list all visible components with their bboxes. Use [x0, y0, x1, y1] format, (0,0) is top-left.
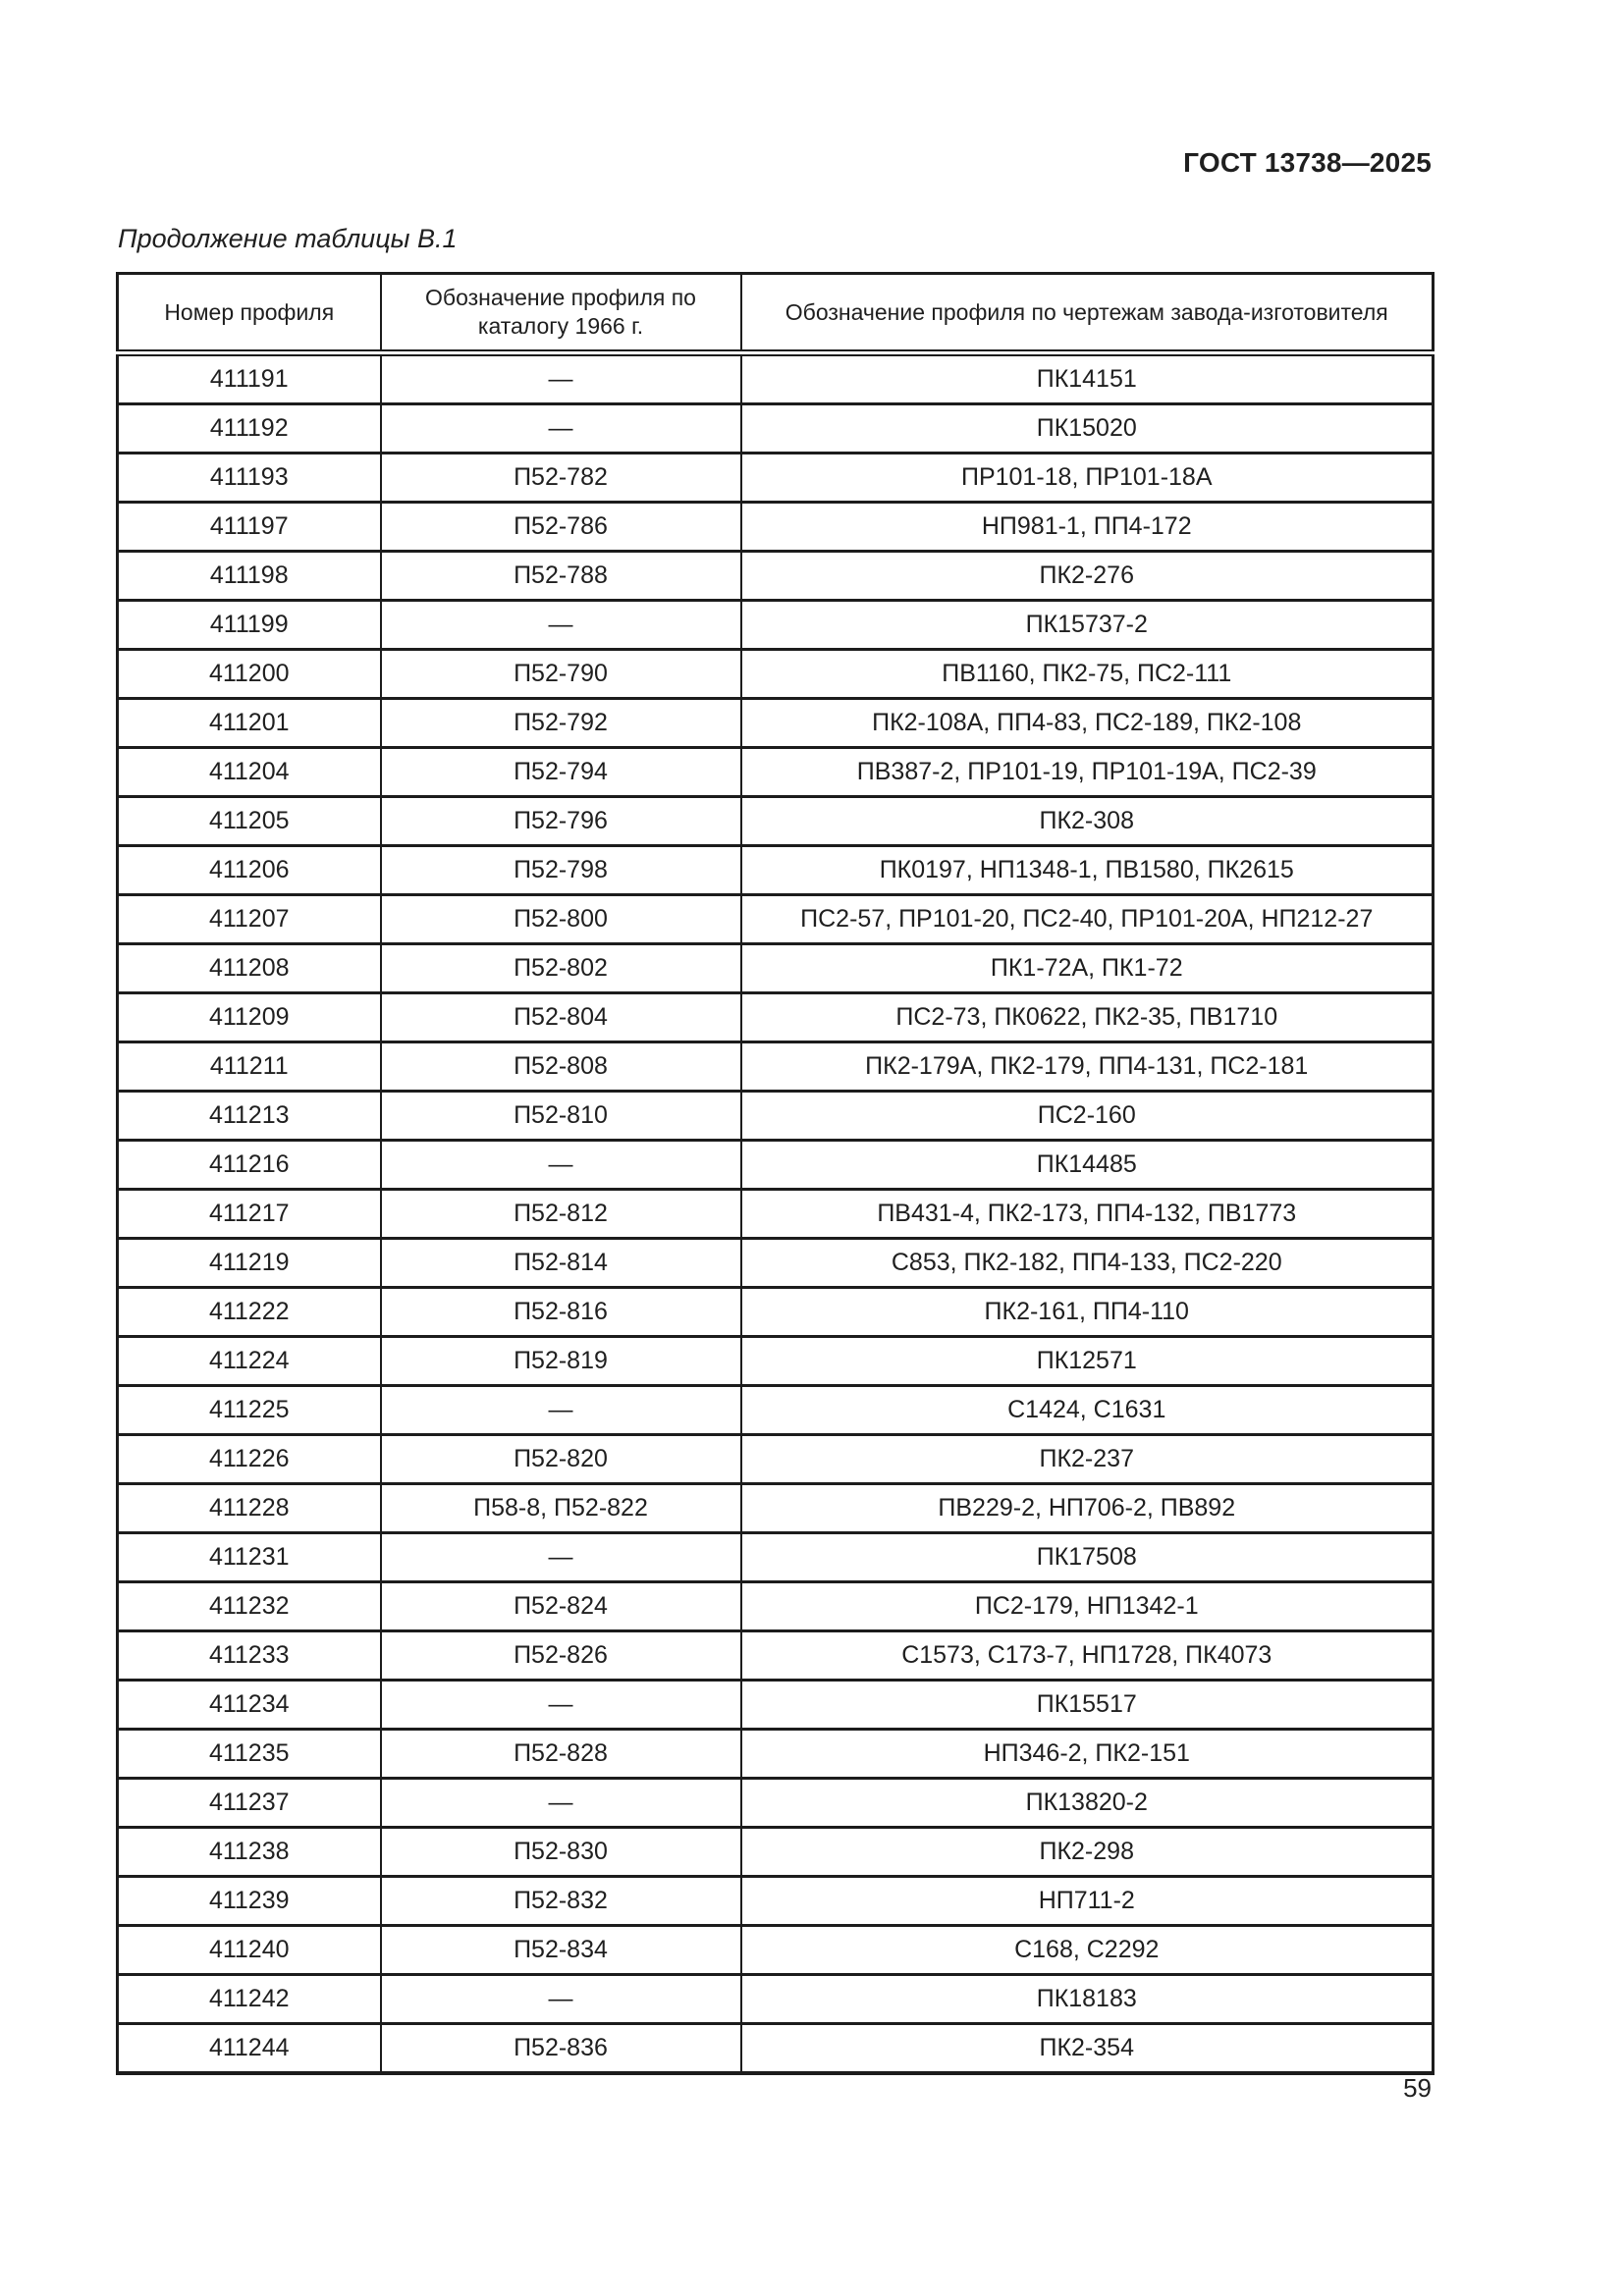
factory-drawing-cell: ПР101-18, ПР101-18А	[741, 454, 1434, 503]
factory-drawing-cell: ПК2-298	[741, 1828, 1434, 1877]
catalog-1966-cell: —	[381, 1386, 741, 1435]
table-row	[118, 748, 1434, 797]
factory-drawing-cell: ПВ387-2, ПР101-19, ПР101-19А, ПС2-39	[741, 748, 1434, 797]
profile-number-cell: 411206	[118, 846, 381, 895]
table-row	[118, 601, 1434, 650]
catalog-1966-cell: П52-824	[381, 1582, 741, 1631]
table-row	[118, 1681, 1434, 1730]
profile-number-cell: 411209	[118, 993, 381, 1042]
profile-number-cell: 411239	[118, 1877, 381, 1926]
factory-drawing-cell: ПК1-72А, ПК1-72	[741, 944, 1434, 993]
catalog-1966-cell: П52-826	[381, 1631, 741, 1681]
factory-drawing-cell: ПВ229-2, НП706-2, ПВ892	[741, 1484, 1434, 1533]
catalog-1966-cell: П52-832	[381, 1877, 741, 1926]
catalog-1966-cell: П52-788	[381, 552, 741, 601]
table-row	[118, 1730, 1434, 1779]
catalog-1966-cell: П58-8, П52-822	[381, 1484, 741, 1533]
catalog-1966-cell: —	[381, 1141, 741, 1190]
factory-drawing-cell: С1424, С1631	[741, 1386, 1434, 1435]
table-row	[118, 797, 1434, 846]
factory-drawing-cell: ПК2-354	[741, 2024, 1434, 2074]
catalog-1966-cell: П52-812	[381, 1190, 741, 1239]
table-row	[118, 2024, 1434, 2074]
catalog-1966-cell: П52-836	[381, 2024, 741, 2074]
factory-drawing-cell: ПС2-57, ПР101-20, ПС2-40, ПР101-20А, НП212-27	[741, 895, 1434, 944]
table-row	[118, 1926, 1434, 1975]
profile-number-cell: 411237	[118, 1779, 381, 1828]
table-row	[118, 1631, 1434, 1681]
factory-drawing-cell: ПК2-108А, ПП4-83, ПС2-189, ПК2-108	[741, 699, 1434, 748]
table-row	[118, 944, 1434, 993]
catalog-1966-cell: —	[381, 601, 741, 650]
table-row	[118, 503, 1434, 552]
table-row	[118, 1582, 1434, 1631]
table-row	[118, 1877, 1434, 1926]
profile-number-cell: 411235	[118, 1730, 381, 1779]
factory-drawing-cell: ПС2-179, НП1342-1	[741, 1582, 1434, 1631]
factory-drawing-cell: ПК2-179А, ПК2-179, ПП4-131, ПС2-181	[741, 1042, 1434, 1092]
catalog-1966-cell: П52-804	[381, 993, 741, 1042]
profile-number-cell: 411238	[118, 1828, 381, 1877]
factory-drawing-cell: С168, С2292	[741, 1926, 1434, 1975]
table-row	[118, 454, 1434, 503]
profile-number-cell: 411231	[118, 1533, 381, 1582]
catalog-1966-cell: —	[381, 404, 741, 454]
profile-number-cell: 411226	[118, 1435, 381, 1484]
profile-number-cell: 411213	[118, 1092, 381, 1141]
factory-drawing-cell: С1573, С173-7, НП1728, ПК4073	[741, 1631, 1434, 1681]
factory-drawing-cell: ПК14151	[741, 353, 1434, 404]
factory-drawing-cell: ПВ431-4, ПК2-173, ПП4-132, ПВ1773	[741, 1190, 1434, 1239]
table-row	[118, 1288, 1434, 1337]
factory-drawing-cell: ПК0197, НП1348-1, ПВ1580, ПК2615	[741, 846, 1434, 895]
profile-number-cell: 411207	[118, 895, 381, 944]
profile-table-body	[118, 353, 1434, 2074]
factory-drawing-cell: ПК2-237	[741, 1435, 1434, 1484]
factory-drawing-cell: ПК2-308	[741, 797, 1434, 846]
factory-drawing-cell: ПС2-160	[741, 1092, 1434, 1141]
factory-drawing-cell: ПК15737-2	[741, 601, 1434, 650]
catalog-1966-cell: П52-810	[381, 1092, 741, 1141]
factory-drawing-cell: НП346-2, ПК2-151	[741, 1730, 1434, 1779]
profile-number-cell: 411201	[118, 699, 381, 748]
table-row	[118, 846, 1434, 895]
table-row	[118, 1092, 1434, 1141]
catalog-1966-cell: П52-792	[381, 699, 741, 748]
catalog-1966-cell: —	[381, 1779, 741, 1828]
profile-number-cell: 411208	[118, 944, 381, 993]
table-row	[118, 1042, 1434, 1092]
factory-drawing-cell: ПК17508	[741, 1533, 1434, 1582]
table-row	[118, 353, 1434, 404]
catalog-1966-cell: П52-802	[381, 944, 741, 993]
factory-drawing-cell: ПК12571	[741, 1337, 1434, 1386]
profile-number-cell: 411211	[118, 1042, 381, 1092]
factory-drawing-cell: ПК14485	[741, 1141, 1434, 1190]
profile-number-cell: 411216	[118, 1141, 381, 1190]
profile-number-cell: 411205	[118, 797, 381, 846]
table-row	[118, 1190, 1434, 1239]
table-row	[118, 1386, 1434, 1435]
profile-number-cell: 411217	[118, 1190, 381, 1239]
table-row	[118, 1779, 1434, 1828]
factory-drawing-cell: ПК15517	[741, 1681, 1434, 1730]
factory-drawing-cell: ПС2-73, ПК0622, ПК2-35, ПВ1710	[741, 993, 1434, 1042]
catalog-1966-cell: П52-816	[381, 1288, 741, 1337]
catalog-1966-cell: П52-814	[381, 1239, 741, 1288]
table-row	[118, 993, 1434, 1042]
profile-number-cell: 411219	[118, 1239, 381, 1288]
factory-drawing-cell: НП981-1, ПП4-172	[741, 503, 1434, 552]
column-header-profile-number: Номер профиля	[118, 274, 381, 353]
profile-number-cell: 411204	[118, 748, 381, 797]
profile-table	[116, 272, 1435, 2075]
catalog-1966-cell: —	[381, 1533, 741, 1582]
catalog-1966-cell: П52-808	[381, 1042, 741, 1092]
factory-drawing-cell: ПК2-276	[741, 552, 1434, 601]
profile-number-cell: 411191	[118, 353, 381, 404]
catalog-1966-cell: П52-800	[381, 895, 741, 944]
column-header-factory-drawings: Обозначение профиля по чертежам завода-изготовителя	[741, 274, 1434, 353]
profile-number-cell: 411242	[118, 1975, 381, 2024]
catalog-1966-cell: П52-796	[381, 797, 741, 846]
table-row	[118, 552, 1434, 601]
catalog-1966-cell: —	[381, 1975, 741, 2024]
catalog-1966-cell: —	[381, 1681, 741, 1730]
catalog-1966-cell: П52-786	[381, 503, 741, 552]
profile-number-cell: 411192	[118, 404, 381, 454]
factory-drawing-cell: ПК15020	[741, 404, 1434, 454]
catalog-1966-cell: П52-794	[381, 748, 741, 797]
profile-table-header	[118, 274, 1434, 353]
page-number: 59	[1403, 2073, 1432, 2103]
table-row	[118, 1337, 1434, 1386]
table-row	[118, 1141, 1434, 1190]
table-row	[118, 1975, 1434, 2024]
table-row	[118, 650, 1434, 699]
catalog-1966-cell: П52-830	[381, 1828, 741, 1877]
profile-number-cell: 411193	[118, 454, 381, 503]
catalog-1966-cell: П52-798	[381, 846, 741, 895]
table-row	[118, 895, 1434, 944]
catalog-1966-cell: П52-828	[381, 1730, 741, 1779]
table-row	[118, 1533, 1434, 1582]
table-row	[118, 1435, 1434, 1484]
catalog-1966-cell: П52-782	[381, 454, 741, 503]
catalog-1966-cell: —	[381, 353, 741, 404]
profile-number-cell: 411222	[118, 1288, 381, 1337]
profile-number-cell: 411197	[118, 503, 381, 552]
header-row	[118, 274, 1434, 353]
profile-number-cell: 411232	[118, 1582, 381, 1631]
table-row	[118, 1239, 1434, 1288]
profile-number-cell: 411224	[118, 1337, 381, 1386]
profile-number-cell: 411225	[118, 1386, 381, 1435]
profile-number-cell: 411228	[118, 1484, 381, 1533]
factory-drawing-cell: ПК18183	[741, 1975, 1434, 2024]
table-row	[118, 1828, 1434, 1877]
profile-number-cell: 411233	[118, 1631, 381, 1681]
catalog-1966-cell: П52-790	[381, 650, 741, 699]
profile-number-cell: 411240	[118, 1926, 381, 1975]
table-caption: Продолжение таблицы В.1	[118, 224, 458, 253]
profile-number-cell: 411234	[118, 1681, 381, 1730]
factory-drawing-cell: ПК2-161, ПП4-110	[741, 1288, 1434, 1337]
factory-drawing-cell: ПВ1160, ПК2-75, ПС2-111	[741, 650, 1434, 699]
table-row	[118, 404, 1434, 454]
profile-number-cell: 411198	[118, 552, 381, 601]
factory-drawing-cell: НП711-2	[741, 1877, 1434, 1926]
profile-number-cell: 411199	[118, 601, 381, 650]
table-row	[118, 699, 1434, 748]
document-code: ГОСТ 13738—2025	[1183, 147, 1432, 178]
catalog-1966-cell: П52-834	[381, 1926, 741, 1975]
profile-number-cell: 411200	[118, 650, 381, 699]
profile-number-cell: 411244	[118, 2024, 381, 2074]
factory-drawing-cell: ПК13820-2	[741, 1779, 1434, 1828]
table-row	[118, 1484, 1434, 1533]
factory-drawing-cell: С853, ПК2-182, ПП4-133, ПС2-220	[741, 1239, 1434, 1288]
catalog-1966-cell: П52-819	[381, 1337, 741, 1386]
catalog-1966-cell: П52-820	[381, 1435, 741, 1484]
column-header-catalog-1966: Обозначение профиля по каталогу 1966 г.	[381, 274, 741, 353]
